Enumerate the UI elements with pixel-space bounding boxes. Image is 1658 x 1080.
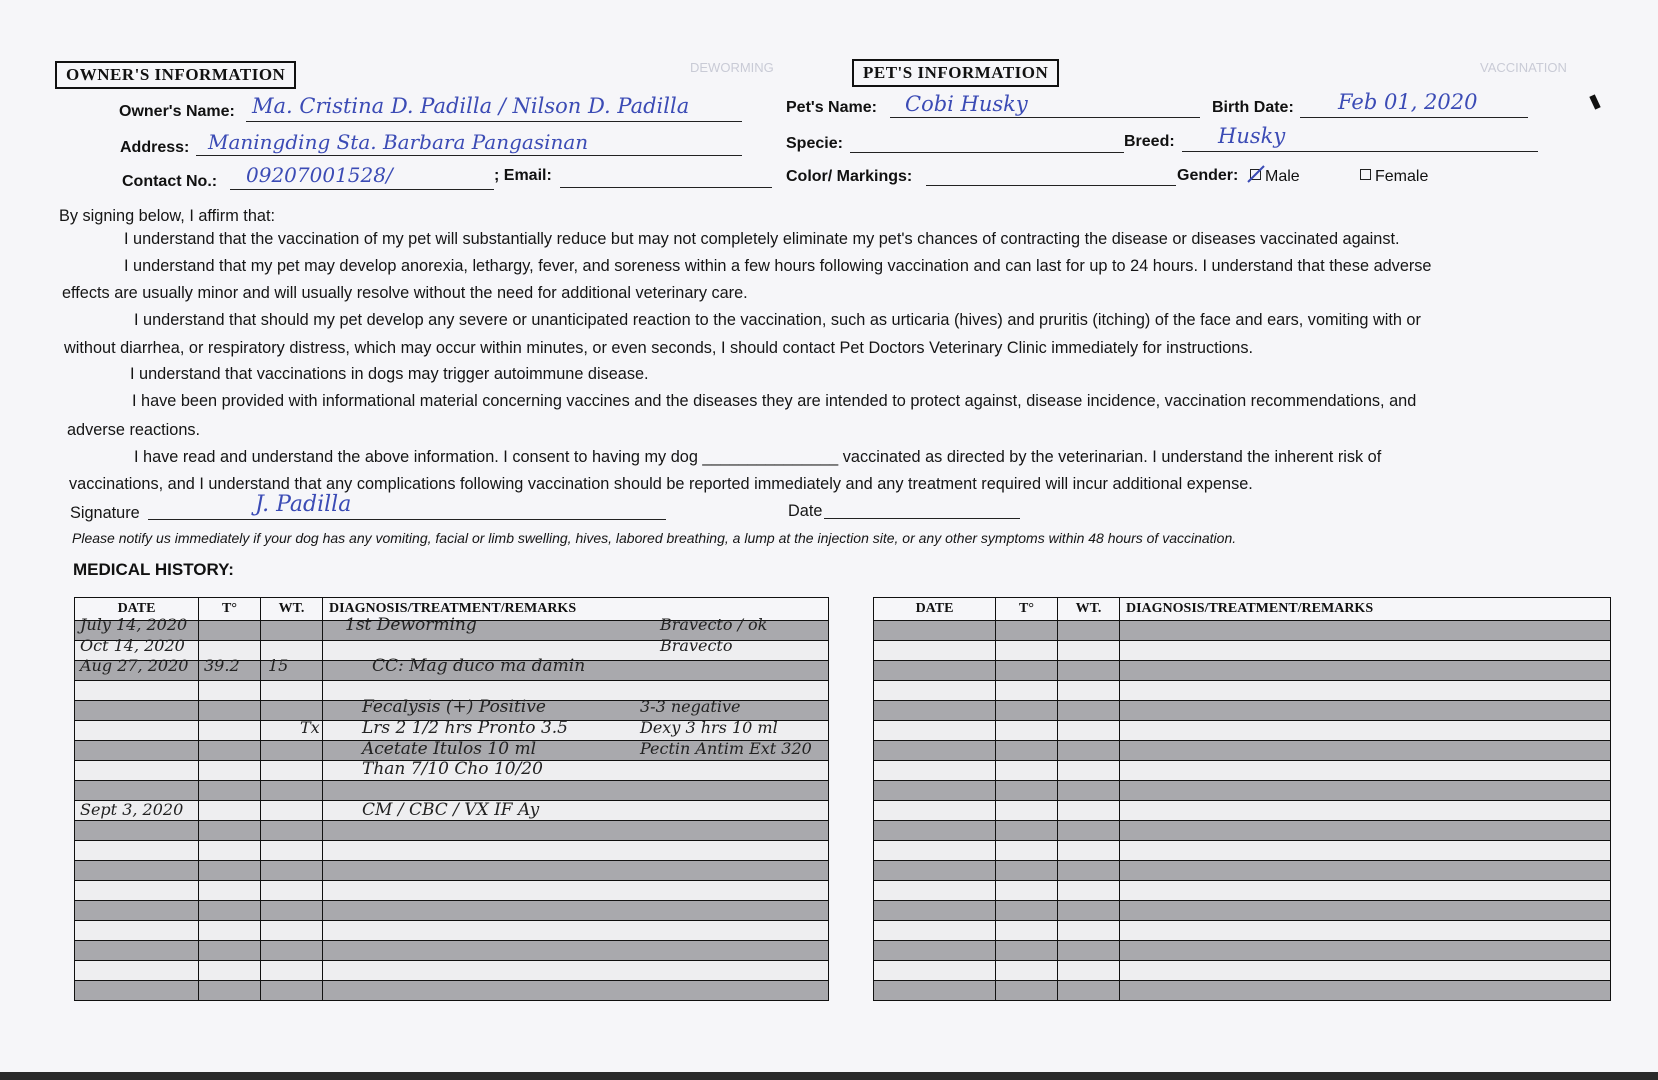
consent-line-6: I understand that vaccinations in dogs may trigger autoimmune disease. xyxy=(130,365,649,383)
signature-value: J. Padilla xyxy=(255,492,352,517)
date-cell[interactable] xyxy=(75,861,199,881)
date-cell[interactable] xyxy=(874,821,996,841)
table-row xyxy=(874,941,1611,961)
specie-line xyxy=(850,152,1124,153)
contact-label: Contact No.: xyxy=(122,173,218,190)
remarks-cell[interactable] xyxy=(1120,861,1611,881)
weight-cell[interactable] xyxy=(1058,661,1120,681)
gender-label: Gender: xyxy=(1177,167,1239,184)
weight-cell[interactable] xyxy=(1058,981,1120,1001)
remarks-column-header: DIAGNOSIS/TREATMENT/REMARKS xyxy=(323,598,829,621)
date-cell[interactable] xyxy=(75,621,199,641)
remarks-cell[interactable] xyxy=(323,841,829,861)
email-line xyxy=(560,187,772,188)
weight-cell[interactable] xyxy=(261,641,323,661)
table-row xyxy=(874,861,1611,881)
male-check-mark xyxy=(1246,164,1266,184)
table-row xyxy=(75,661,829,681)
remarks-cell[interactable] xyxy=(323,921,829,941)
weight-cell[interactable] xyxy=(261,741,323,761)
date-cell[interactable] xyxy=(874,981,996,1001)
table-row xyxy=(874,621,1611,641)
entry-date: Sept 3, 2020 xyxy=(80,800,184,820)
date-line xyxy=(824,518,1020,519)
date-cell[interactable] xyxy=(874,721,996,741)
temp-column-header: T° xyxy=(996,598,1058,621)
date-cell[interactable] xyxy=(874,781,996,801)
date-cell[interactable] xyxy=(75,681,199,701)
consent-line-9: I have read and understand the above information. I consent to having my dog _______________ vaccinated as directed by the veterinarian. I understand the inherent risk of xyxy=(134,448,1382,466)
weight-cell[interactable] xyxy=(1058,621,1120,641)
date-cell[interactable] xyxy=(75,881,199,901)
entry-date: Oct 14, 2020 xyxy=(80,635,185,655)
bleedthrough-text: VACCINATION xyxy=(1480,60,1567,75)
remarks-cell[interactable] xyxy=(323,621,829,641)
temp-cell[interactable] xyxy=(199,781,261,801)
temp-cell[interactable] xyxy=(199,901,261,921)
remarks-cell[interactable] xyxy=(1120,921,1611,941)
table-header-row xyxy=(75,598,829,621)
weight-cell[interactable] xyxy=(1058,821,1120,841)
temp-cell[interactable] xyxy=(996,821,1058,841)
temp-cell[interactable] xyxy=(996,881,1058,901)
date-cell[interactable] xyxy=(75,841,199,861)
consent-line-2: I understand that my pet may develop anorexia, lethargy, fever, and soreness within a few hours following vaccination and can last for up to 24 hours. I understand that these adverse xyxy=(124,257,1432,275)
remarks-cell[interactable] xyxy=(1120,721,1611,741)
weight-cell[interactable] xyxy=(1058,741,1120,761)
temp-cell[interactable] xyxy=(996,701,1058,721)
remarks-cell[interactable] xyxy=(323,661,829,681)
temp-cell[interactable] xyxy=(199,881,261,901)
date-cell[interactable] xyxy=(874,661,996,681)
owner-info-header: OWNER'S INFORMATION xyxy=(55,61,296,89)
table-header-row xyxy=(874,598,1611,621)
entry-date: July 14, 2020 xyxy=(80,615,188,634)
table-row xyxy=(75,701,829,721)
weight-cell[interactable] xyxy=(261,901,323,921)
remarks-cell[interactable] xyxy=(1120,941,1611,961)
weight-cell[interactable] xyxy=(261,681,323,701)
temp-cell[interactable] xyxy=(199,941,261,961)
weight-cell[interactable] xyxy=(261,821,323,841)
remarks-cell[interactable] xyxy=(1120,741,1611,761)
remarks-cell[interactable] xyxy=(323,721,829,741)
temp-cell[interactable] xyxy=(996,941,1058,961)
date-label: Date xyxy=(788,502,823,520)
weight-column-header: WT. xyxy=(261,598,323,621)
table-row xyxy=(874,741,1611,761)
date-cell[interactable] xyxy=(874,841,996,861)
remarks-cell[interactable] xyxy=(323,738,829,761)
table-row xyxy=(75,921,829,941)
table-row xyxy=(874,781,1611,801)
date-cell[interactable] xyxy=(874,641,996,661)
weight-cell[interactable] xyxy=(261,941,323,961)
remarks-column-header: DIAGNOSIS/TREATMENT/REMARKS xyxy=(1120,598,1611,621)
entry-date: Aug 27, 2020 xyxy=(80,656,189,676)
table-row xyxy=(874,641,1611,661)
temp-cell[interactable] xyxy=(996,841,1058,861)
table-row xyxy=(75,961,829,981)
breed-line xyxy=(1182,151,1538,152)
female-checkbox[interactable] xyxy=(1360,169,1371,180)
weight-cell[interactable] xyxy=(261,701,323,721)
date-cell[interactable] xyxy=(874,941,996,961)
temp-cell[interactable] xyxy=(996,861,1058,881)
table-row xyxy=(874,921,1611,941)
temp-cell[interactable] xyxy=(996,961,1058,981)
gender-female-option[interactable] xyxy=(1360,168,1428,186)
consent-line-7: I have been provided with informational material concerning vaccines and the diseases they are intended to protect against, disease incidence, vaccination recommendations, and xyxy=(132,392,1417,410)
entry-temp: Tx xyxy=(300,718,320,737)
date-cell[interactable] xyxy=(874,801,996,821)
date-cell[interactable] xyxy=(874,881,996,901)
table-row xyxy=(75,841,829,861)
date-cell[interactable] xyxy=(75,761,199,781)
temp-cell[interactable] xyxy=(996,901,1058,921)
weight-cell[interactable] xyxy=(1058,941,1120,961)
table-row xyxy=(75,721,829,741)
table-row xyxy=(874,961,1611,981)
remarks-cell[interactable] xyxy=(323,701,829,721)
date-cell[interactable] xyxy=(874,861,996,881)
remarks-cell[interactable] xyxy=(323,761,829,781)
table-row xyxy=(75,781,829,801)
temp-cell[interactable] xyxy=(199,801,261,821)
bleedthrough-text: DEWORMING xyxy=(690,60,774,75)
date-cell[interactable] xyxy=(75,781,199,801)
table-row xyxy=(874,981,1611,1001)
table-row xyxy=(75,941,829,961)
table-row xyxy=(874,841,1611,861)
color-line xyxy=(926,185,1176,186)
entry-temp: 39.2 xyxy=(204,656,240,676)
temp-cell[interactable] xyxy=(199,861,261,881)
temp-cell[interactable] xyxy=(996,681,1058,701)
temp-cell[interactable] xyxy=(199,841,261,861)
remarks-cell[interactable] xyxy=(323,821,829,841)
consent-line-3: effects are usually minor and will usually resolve without the need for additional veterinary care. xyxy=(62,284,748,302)
entry-weight: 15 xyxy=(268,656,289,676)
date-cell[interactable] xyxy=(874,741,996,761)
date-cell[interactable] xyxy=(75,721,199,741)
table-row xyxy=(874,881,1611,901)
entry-remarks: Lrs 2 1/2 hrs Pronto 3.5 xyxy=(362,718,568,738)
owner-name-line xyxy=(246,121,742,122)
table-row xyxy=(874,701,1611,721)
table-row xyxy=(75,681,829,701)
weight-cell[interactable] xyxy=(261,861,323,881)
remarks-cell[interactable] xyxy=(1120,981,1611,1001)
temp-cell[interactable] xyxy=(996,981,1058,1001)
weight-cell[interactable] xyxy=(1058,781,1120,801)
table-row xyxy=(75,861,829,881)
temp-cell[interactable] xyxy=(996,641,1058,661)
weight-cell[interactable] xyxy=(261,781,323,801)
remarks-cell[interactable] xyxy=(1120,901,1611,921)
remarks-cell[interactable] xyxy=(323,901,829,921)
remarks-cell[interactable] xyxy=(323,961,829,981)
pet-name-label: Pet's Name: xyxy=(786,99,877,116)
temp-cell[interactable] xyxy=(199,821,261,841)
date-cell[interactable] xyxy=(75,801,199,821)
temp-cell[interactable] xyxy=(996,761,1058,781)
remarks-cell[interactable] xyxy=(323,881,829,901)
specie-label: Specie: xyxy=(786,135,843,152)
breed-value: Husky xyxy=(1218,124,1286,148)
signature-line xyxy=(148,519,666,520)
weight-cell[interactable] xyxy=(1058,681,1120,701)
date-cell[interactable] xyxy=(874,921,996,941)
address-value: Maningding Sta. Barbara Pangasinan xyxy=(208,130,589,154)
owner-name-label: Owner's Name: xyxy=(119,103,235,120)
pet-info-header: PET'S INFORMATION xyxy=(852,59,1059,87)
birth-date-label: Birth Date: xyxy=(1212,99,1294,116)
date-cell[interactable] xyxy=(75,941,199,961)
weight-cell[interactable] xyxy=(1058,721,1120,741)
address-label: Address: xyxy=(120,139,190,156)
temp-cell[interactable] xyxy=(199,681,261,701)
date-cell[interactable] xyxy=(75,821,199,841)
consent-line-4: I understand that should my pet develop any severe or unanticipated reaction to the vaccination, such as urticaria (hives) and pruritis (itching) of the face and ears, vomiting with or xyxy=(134,311,1421,329)
table-row xyxy=(75,981,829,1001)
remarks-cell[interactable] xyxy=(323,801,829,821)
remarks-cell[interactable] xyxy=(1120,781,1611,801)
remarks-cell[interactable] xyxy=(1120,841,1611,861)
medical-history-table-right xyxy=(873,597,1611,1001)
weight-cell[interactable] xyxy=(1058,881,1120,901)
temp-cell[interactable] xyxy=(199,661,261,681)
date-cell[interactable] xyxy=(874,901,996,921)
remarks-cell[interactable] xyxy=(1120,961,1611,981)
remarks-cell[interactable] xyxy=(1120,761,1611,781)
date-cell[interactable] xyxy=(874,961,996,981)
date-cell[interactable] xyxy=(75,961,199,981)
table-row xyxy=(75,761,829,781)
table-row xyxy=(75,881,829,901)
consent-line-8: adverse reactions. xyxy=(67,421,201,439)
weight-cell[interactable] xyxy=(1058,921,1120,941)
consent-line-10: vaccinations, and I understand that any complications following vaccination should be reported immediately and any treatment required will incur additional expense. xyxy=(69,475,1253,493)
contact-line xyxy=(230,189,494,190)
notice-text: Please notify us immediately if your dog has any vomiting, facial or limb swelling, hives, labored breathing, a lump at the injection site, or any other symptoms within 48 hours of vaccination. xyxy=(72,530,1237,546)
date-cell[interactable] xyxy=(874,621,996,641)
entry-remarks: Than 7/10 Cho 10/20 xyxy=(362,759,543,780)
entry-extra: 3-3 negative xyxy=(640,697,741,717)
remarks-cell[interactable] xyxy=(1120,681,1611,701)
date-cell[interactable] xyxy=(75,741,199,761)
temp-cell[interactable] xyxy=(199,701,261,721)
pet-name-line xyxy=(890,117,1200,118)
date-cell[interactable] xyxy=(75,981,199,1001)
table-row xyxy=(75,821,829,841)
temp-cell[interactable] xyxy=(199,741,261,761)
temp-cell[interactable] xyxy=(996,801,1058,821)
weight-cell[interactable] xyxy=(261,921,323,941)
table-row xyxy=(75,741,829,761)
remarks-cell[interactable] xyxy=(1120,801,1611,821)
entry-remarks: 1st Deworming xyxy=(345,615,477,635)
remarks-cell[interactable] xyxy=(1120,641,1611,661)
weight-cell[interactable] xyxy=(1058,641,1120,661)
weight-cell[interactable] xyxy=(261,761,323,781)
consent-intro: By signing below, I affirm that: xyxy=(59,207,275,225)
temp-cell[interactable] xyxy=(996,721,1058,741)
temp-cell[interactable] xyxy=(199,761,261,781)
pet-name-value: Cobi Husky xyxy=(905,92,1028,116)
weight-cell[interactable] xyxy=(1058,701,1120,721)
breed-label: Breed: xyxy=(1124,133,1175,150)
table-row xyxy=(874,801,1611,821)
weight-cell[interactable] xyxy=(261,661,323,681)
weight-cell[interactable] xyxy=(1058,901,1120,921)
temp-cell[interactable] xyxy=(996,741,1058,761)
weight-cell[interactable] xyxy=(261,961,323,981)
weight-cell[interactable] xyxy=(1058,841,1120,861)
remarks-cell[interactable] xyxy=(1120,701,1611,721)
table-row xyxy=(874,901,1611,921)
remarks-cell[interactable] xyxy=(323,681,829,701)
temp-cell[interactable] xyxy=(996,781,1058,801)
weight-cell[interactable] xyxy=(1058,801,1120,821)
email-label: ; Email: xyxy=(494,167,552,184)
date-cell[interactable] xyxy=(75,901,199,921)
weight-cell[interactable] xyxy=(261,981,323,1001)
entry-extra: Bravecto xyxy=(660,635,733,655)
weight-cell[interactable] xyxy=(261,881,323,901)
temp-cell[interactable] xyxy=(996,921,1058,941)
table-row xyxy=(75,901,829,921)
entry-extra: Bravecto / ok xyxy=(660,615,768,634)
medical-history-table-left xyxy=(74,597,829,1001)
table-row xyxy=(874,821,1611,841)
table-row xyxy=(75,801,829,821)
contact-value: 09207001528/ xyxy=(246,163,393,187)
date-column-header: DATE xyxy=(874,598,996,621)
weight-cell[interactable] xyxy=(1058,761,1120,781)
birth-date-value: Feb 01, 2020 xyxy=(1338,90,1478,114)
remarks-cell[interactable] xyxy=(323,981,829,1001)
address-line xyxy=(196,155,742,156)
medical-history-title: MEDICAL HISTORY: xyxy=(73,560,234,579)
remarks-cell[interactable] xyxy=(323,641,829,661)
consent-line-5: without diarrhea, or respiratory distress, which may occur within minutes, or even seconds, I should contact Pet Doctors Veterinary Clinic immediately for instructions. xyxy=(64,339,1254,357)
weight-cell[interactable] xyxy=(261,841,323,861)
table-row xyxy=(75,621,829,641)
remarks-cell[interactable] xyxy=(1120,881,1611,901)
weight-cell[interactable] xyxy=(261,721,323,741)
entry-extra: Dexy 3 hrs 10 ml xyxy=(640,718,778,737)
female-label: Female xyxy=(1375,168,1429,185)
scan-mark xyxy=(1589,94,1600,109)
weight-cell[interactable] xyxy=(1058,961,1120,981)
date-cell[interactable] xyxy=(75,661,199,681)
entry-remarks: Fecalysis (+) Positive xyxy=(362,697,546,718)
table-row xyxy=(874,761,1611,781)
entry-extra: Pectin Antim Ext 320 xyxy=(640,738,812,758)
temp-cell[interactable] xyxy=(199,981,261,1001)
temp-cell[interactable] xyxy=(199,921,261,941)
signature-label: Signature xyxy=(70,504,140,522)
weight-cell[interactable] xyxy=(261,801,323,821)
temp-cell[interactable] xyxy=(199,621,261,641)
table-row xyxy=(75,641,829,661)
temp-cell[interactable] xyxy=(996,661,1058,681)
remarks-cell[interactable] xyxy=(323,941,829,961)
consent-line-1: I understand that the vaccination of my pet will substantially reduce but may not completely eliminate my pet's chances of contracting the disease or diseases vaccinated against. xyxy=(124,230,1400,248)
entry-remarks: CC: Mag duco ma damin xyxy=(372,656,586,677)
date-cell[interactable] xyxy=(75,641,199,661)
entry-remarks: Acetate Itulos 10 ml xyxy=(362,738,537,759)
weight-cell[interactable] xyxy=(261,621,323,641)
date-cell[interactable] xyxy=(874,701,996,721)
table-row xyxy=(874,681,1611,701)
entry-remarks: CM / CBC / VX IF Ay xyxy=(362,800,540,821)
weight-column-header: WT. xyxy=(1058,598,1120,621)
temp-cell[interactable] xyxy=(199,641,261,661)
birth-date-line xyxy=(1300,117,1528,118)
owner-name-value: Ma. Cristina D. Padilla / Nilson D. Padilla xyxy=(252,94,690,118)
remarks-cell[interactable] xyxy=(1120,661,1611,681)
table-row xyxy=(874,721,1611,741)
color-label: Color/ Markings: xyxy=(786,168,913,185)
remarks-cell[interactable] xyxy=(1120,821,1611,841)
male-label: Male xyxy=(1265,168,1300,185)
remarks-cell[interactable] xyxy=(1120,621,1611,641)
temp-column-header: T° xyxy=(199,598,261,621)
weight-cell[interactable] xyxy=(1058,861,1120,881)
temp-cell[interactable] xyxy=(199,721,261,741)
date-cell[interactable] xyxy=(75,701,199,721)
date-cell[interactable] xyxy=(874,681,996,701)
temp-cell[interactable] xyxy=(996,621,1058,641)
date-cell[interactable] xyxy=(874,761,996,781)
date-cell[interactable] xyxy=(75,921,199,941)
temp-cell[interactable] xyxy=(199,961,261,981)
remarks-cell[interactable] xyxy=(323,861,829,881)
table-row xyxy=(874,661,1611,681)
remarks-cell[interactable] xyxy=(323,781,829,801)
date-column-header: DATE xyxy=(75,598,199,621)
